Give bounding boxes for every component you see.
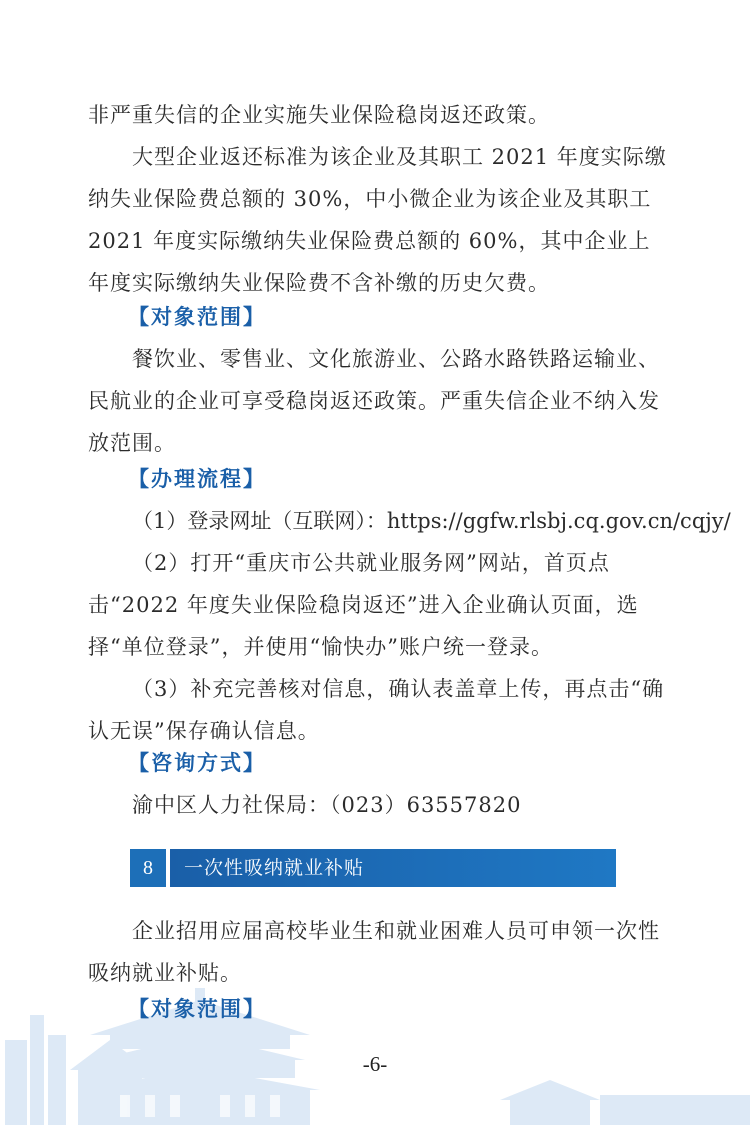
- paragraph-scope: 餐饮业、零售业、文化旅游业、公路水路铁路运输业、民航业的企业可享受稳岗返还政策。严重失信企业不纳入发放范围。: [88, 347, 660, 455]
- heading-scope-2: 【对象范围】: [128, 997, 266, 1021]
- process-step-2: （2）打开“重庆市公共就业服务网”网站，首页点击“2022 年度失业保险稳岗返还”进入企业确认页面，选择“单位登录”，并使用“愉快办”账户统一登录。: [88, 551, 639, 659]
- heading-contact: 【咨询方式】: [128, 751, 266, 775]
- process-step-3: （3）补充完善核对信息，确认表盖章上传，再点击“确认无误”保存确认信息。: [88, 677, 665, 743]
- paragraph-return-standard: 大型企业返还标准为该企业及其职工 2021 年度实际缴纳失业保险费总额的 30%，中小微企业为该企业及其职工 2021 年度实际缴纳失业保险费总额的 60%，其中企业上年度实际缴纳失业保险费不含补缴的历史欠费。: [88, 145, 667, 295]
- paragraph-intro-tail: 非严重失信的企业实施失业保险稳岗返还政策。: [88, 103, 550, 127]
- section-title: 一次性吸纳就业补贴: [170, 849, 616, 887]
- heading-process: 【办理流程】: [128, 467, 266, 491]
- section-banner: [130, 849, 616, 887]
- heading-scope: 【对象范围】: [128, 305, 266, 329]
- paragraph-subsidy: 企业招用应届高校毕业生和就业困难人员可申领一次性吸纳就业补贴。: [88, 919, 660, 985]
- contact-info: 渝中区人力社保局：（023）63557820: [132, 793, 522, 817]
- section-number: 8: [130, 849, 166, 887]
- process-step-1: （1）登录网址（互联网）：https://ggfw.rlsbj.cq.gov.cn/cqjy/: [132, 509, 731, 533]
- page-number: -6-: [362, 1052, 388, 1076]
